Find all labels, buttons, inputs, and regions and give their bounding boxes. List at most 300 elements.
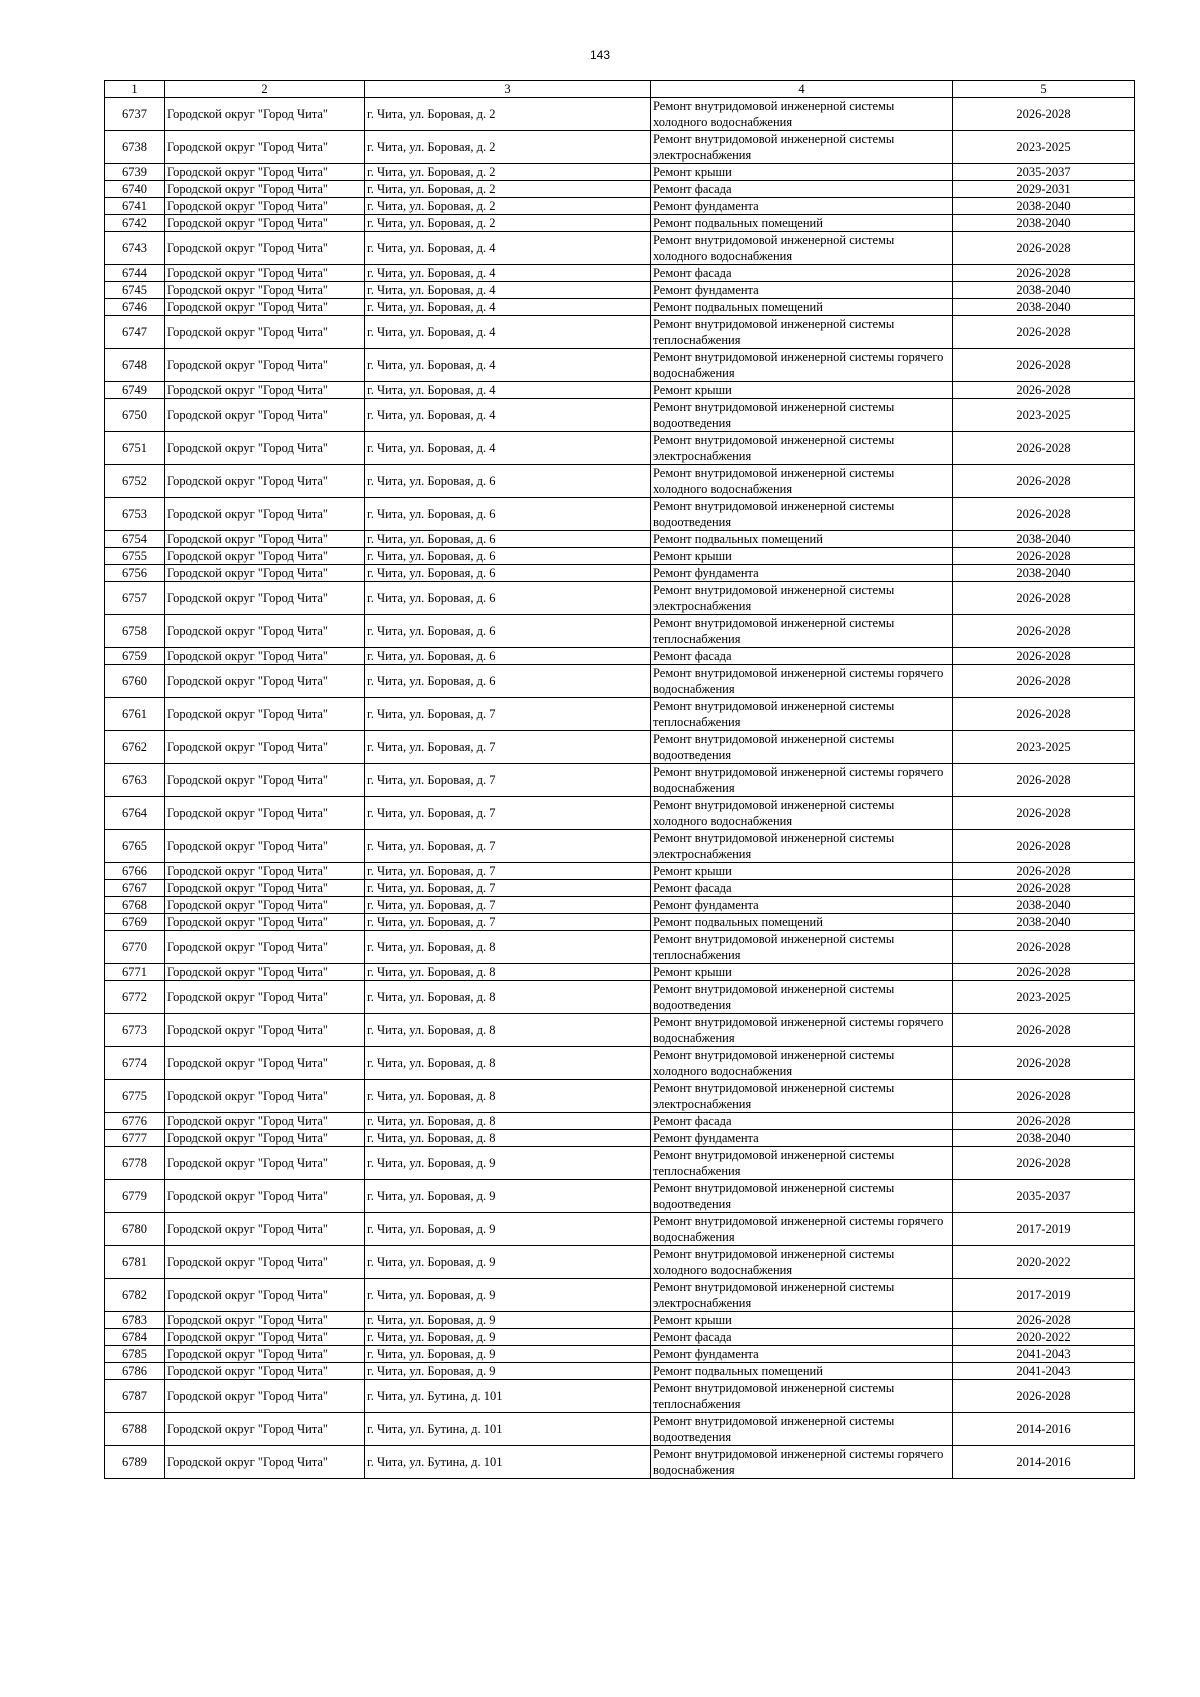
municipality-cell: Городской округ "Город Чита" [165, 399, 365, 432]
address-cell: г. Чита, ул. Боровая, д. 7 [365, 863, 651, 880]
period-cell: 2023-2025 [953, 131, 1135, 164]
period-cell: 2035-2037 [953, 1180, 1135, 1213]
row-number-cell: 6788 [105, 1413, 165, 1446]
table-row [105, 432, 1135, 465]
municipality-cell: Городской округ "Город Чита" [165, 1363, 365, 1380]
period-cell: 2017-2019 [953, 1279, 1135, 1312]
municipality-cell: Городской округ "Город Чита" [165, 731, 365, 764]
table-row [105, 863, 1135, 880]
municipality-cell: Городской округ "Город Чита" [165, 964, 365, 981]
page-number: 143 [589, 48, 611, 62]
table-row [105, 1147, 1135, 1180]
table-row [105, 232, 1135, 265]
work-type-cell: Ремонт подвальных помещений [651, 299, 953, 316]
table-row [105, 282, 1135, 299]
table-row [105, 1130, 1135, 1147]
table-row [105, 665, 1135, 698]
work-type-cell: Ремонт внутридомовой инженерной системы водоотведения [651, 399, 953, 432]
period-cell: 2026-2028 [953, 863, 1135, 880]
municipality-cell: Городской округ "Город Чита" [165, 98, 365, 131]
period-cell: 2038-2040 [953, 914, 1135, 931]
period-cell: 2023-2025 [953, 981, 1135, 1014]
municipality-cell: Городской округ "Город Чита" [165, 382, 365, 399]
period-cell: 2020-2022 [953, 1246, 1135, 1279]
municipality-cell: Городской округ "Город Чита" [165, 615, 365, 648]
address-cell: г. Чита, ул. Боровая, д. 6 [365, 565, 651, 582]
municipality-cell: Городской округ "Город Чита" [165, 232, 365, 265]
work-type-cell: Ремонт внутридомовой инженерной системы горячего водоснабжения [651, 1213, 953, 1246]
table-row [105, 582, 1135, 615]
address-cell: г. Чита, ул. Боровая, д. 8 [365, 964, 651, 981]
work-type-cell: Ремонт подвальных помещений [651, 531, 953, 548]
period-cell: 2026-2028 [953, 615, 1135, 648]
address-cell: г. Чита, ул. Боровая, д. 9 [365, 1180, 651, 1213]
address-cell: г. Чита, ул. Боровая, д. 6 [365, 615, 651, 648]
work-type-cell: Ремонт фасада [651, 1329, 953, 1346]
address-cell: г. Чита, ул. Боровая, д. 7 [365, 764, 651, 797]
work-type-cell: Ремонт внутридомовой инженерной системы электроснабжения [651, 432, 953, 465]
work-type-cell: Ремонт внутридомовой инженерной системы теплоснабжения [651, 698, 953, 731]
row-number-cell: 6764 [105, 797, 165, 830]
row-number-cell: 6743 [105, 232, 165, 265]
row-number-cell: 6785 [105, 1346, 165, 1363]
municipality-cell: Городской округ "Город Чита" [165, 698, 365, 731]
address-cell: г. Чита, ул. Боровая, д. 7 [365, 731, 651, 764]
work-type-cell: Ремонт внутридомовой инженерной системы электроснабжения [651, 1080, 953, 1113]
row-number-cell: 6763 [105, 764, 165, 797]
period-cell: 2026-2028 [953, 1014, 1135, 1047]
municipality-cell: Городской округ "Город Чита" [165, 1329, 365, 1346]
municipality-cell: Городской округ "Город Чита" [165, 316, 365, 349]
row-number-cell: 6745 [105, 282, 165, 299]
address-cell: г. Чита, ул. Боровая, д. 9 [365, 1279, 651, 1312]
municipality-cell: Городской округ "Город Чита" [165, 863, 365, 880]
row-number-cell: 6771 [105, 964, 165, 981]
row-number-cell: 6751 [105, 432, 165, 465]
row-number-cell: 6749 [105, 382, 165, 399]
row-number-cell: 6772 [105, 981, 165, 1014]
work-type-cell: Ремонт внутридомовой инженерной системы горячего водоснабжения [651, 764, 953, 797]
repair-schedule-table [104, 80, 1135, 1479]
table-row [105, 164, 1135, 181]
table-row [105, 98, 1135, 131]
work-type-cell: Ремонт внутридомовой инженерной системы теплоснабжения [651, 1147, 953, 1180]
municipality-cell: Городской округ "Город Чита" [165, 797, 365, 830]
table-row [105, 1380, 1135, 1413]
work-type-cell: Ремонт внутридомовой инженерной системы холодного водоснабжения [651, 797, 953, 830]
row-number-cell: 6765 [105, 830, 165, 863]
table-row [105, 1047, 1135, 1080]
row-number-cell: 6755 [105, 548, 165, 565]
period-cell: 2041-2043 [953, 1346, 1135, 1363]
work-type-cell: Ремонт подвальных помещений [651, 1363, 953, 1380]
column-header-1: 1 [105, 81, 165, 98]
municipality-cell: Городской округ "Город Чита" [165, 897, 365, 914]
municipality-cell: Городской округ "Город Чита" [165, 914, 365, 931]
period-cell: 2026-2028 [953, 265, 1135, 282]
municipality-cell: Городской округ "Город Чита" [165, 432, 365, 465]
work-type-cell: Ремонт внутридомовой инженерной системы горячего водоснабжения [651, 665, 953, 698]
address-cell: г. Чита, ул. Боровая, д. 4 [365, 399, 651, 432]
municipality-cell: Городской округ "Город Чита" [165, 1113, 365, 1130]
work-type-cell: Ремонт внутридомовой инженерной системы холодного водоснабжения [651, 1246, 953, 1279]
period-cell: 2035-2037 [953, 164, 1135, 181]
work-type-cell: Ремонт внутридомовой инженерной системы горячего водоснабжения [651, 1446, 953, 1479]
municipality-cell: Городской округ "Город Чита" [165, 548, 365, 565]
work-type-cell: Ремонт крыши [651, 964, 953, 981]
work-type-cell: Ремонт внутридомовой инженерной системы теплоснабжения [651, 316, 953, 349]
row-number-cell: 6752 [105, 465, 165, 498]
table-row [105, 531, 1135, 548]
row-number-cell: 6777 [105, 1130, 165, 1147]
period-cell: 2026-2028 [953, 830, 1135, 863]
row-number-cell: 6740 [105, 181, 165, 198]
table-row [105, 1080, 1135, 1113]
work-type-cell: Ремонт внутридомовой инженерной системы водоотведения [651, 1413, 953, 1446]
row-number-cell: 6746 [105, 299, 165, 316]
table-row [105, 382, 1135, 399]
address-cell: г. Чита, ул. Боровая, д. 2 [365, 131, 651, 164]
period-cell: 2038-2040 [953, 531, 1135, 548]
row-number-cell: 6760 [105, 665, 165, 698]
address-cell: г. Чита, ул. Боровая, д. 7 [365, 698, 651, 731]
address-cell: г. Чита, ул. Боровая, д. 4 [365, 316, 651, 349]
municipality-cell: Городской округ "Город Чита" [165, 1130, 365, 1147]
row-number-cell: 6787 [105, 1380, 165, 1413]
table-row [105, 897, 1135, 914]
row-number-cell: 6748 [105, 349, 165, 382]
address-cell: г. Чита, ул. Боровая, д. 2 [365, 164, 651, 181]
table-row [105, 797, 1135, 830]
period-cell: 2014-2016 [953, 1446, 1135, 1479]
table-body [105, 98, 1135, 1479]
work-type-cell: Ремонт внутридомовой инженерной системы холодного водоснабжения [651, 465, 953, 498]
address-cell: г. Чита, ул. Боровая, д. 4 [365, 382, 651, 399]
period-cell: 2026-2028 [953, 1380, 1135, 1413]
work-type-cell: Ремонт внутридомовой инженерной системы электроснабжения [651, 830, 953, 863]
table-row [105, 880, 1135, 897]
row-number-cell: 6742 [105, 215, 165, 232]
address-cell: г. Чита, ул. Боровая, д. 4 [365, 349, 651, 382]
work-type-cell: Ремонт фундамента [651, 565, 953, 582]
municipality-cell: Городской округ "Город Чита" [165, 880, 365, 897]
address-cell: г. Чита, ул. Боровая, д. 4 [365, 432, 651, 465]
row-number-cell: 6744 [105, 265, 165, 282]
period-cell: 2026-2028 [953, 665, 1135, 698]
column-header-2: 2 [165, 81, 365, 98]
work-type-cell: Ремонт внутридомовой инженерной системы теплоснабжения [651, 931, 953, 964]
work-type-cell: Ремонт фундамента [651, 282, 953, 299]
row-number-cell: 6769 [105, 914, 165, 931]
address-cell: г. Чита, ул. Боровая, д. 8 [365, 931, 651, 964]
municipality-cell: Городской округ "Город Чита" [165, 1413, 365, 1446]
period-cell: 2017-2019 [953, 1213, 1135, 1246]
address-cell: г. Чита, ул. Боровая, д. 6 [365, 648, 651, 665]
period-cell: 2026-2028 [953, 548, 1135, 565]
period-cell: 2026-2028 [953, 316, 1135, 349]
municipality-cell: Городской округ "Город Чита" [165, 1346, 365, 1363]
address-cell: г. Чита, ул. Боровая, д. 8 [365, 1014, 651, 1047]
address-cell: г. Чита, ул. Боровая, д. 4 [365, 265, 651, 282]
column-header-5: 5 [953, 81, 1135, 98]
municipality-cell: Городской округ "Город Чита" [165, 1047, 365, 1080]
table-row [105, 399, 1135, 432]
work-type-cell: Ремонт фасада [651, 648, 953, 665]
address-cell: г. Чита, ул. Боровая, д. 9 [365, 1329, 651, 1346]
row-number-cell: 6767 [105, 880, 165, 897]
work-type-cell: Ремонт подвальных помещений [651, 215, 953, 232]
municipality-cell: Городской округ "Город Чита" [165, 931, 365, 964]
work-type-cell: Ремонт фундамента [651, 897, 953, 914]
table-row [105, 198, 1135, 215]
row-number-cell: 6789 [105, 1446, 165, 1479]
row-number-cell: 6758 [105, 615, 165, 648]
address-cell: г. Чита, ул. Бутина, д. 101 [365, 1446, 651, 1479]
address-cell: г. Чита, ул. Боровая, д. 6 [365, 665, 651, 698]
table-row [105, 215, 1135, 232]
address-cell: г. Чита, ул. Боровая, д. 9 [365, 1312, 651, 1329]
period-cell: 2026-2028 [953, 349, 1135, 382]
work-type-cell: Ремонт крыши [651, 382, 953, 399]
period-cell: 2026-2028 [953, 880, 1135, 897]
period-cell: 2029-2031 [953, 181, 1135, 198]
row-number-cell: 6770 [105, 931, 165, 964]
work-type-cell: Ремонт внутридомовой инженерной системы теплоснабжения [651, 615, 953, 648]
table-row [105, 1113, 1135, 1130]
municipality-cell: Городской округ "Город Чита" [165, 282, 365, 299]
row-number-cell: 6776 [105, 1113, 165, 1130]
municipality-cell: Городской округ "Город Чита" [165, 198, 365, 215]
row-number-cell: 6783 [105, 1312, 165, 1329]
table-row [105, 648, 1135, 665]
row-number-cell: 6780 [105, 1213, 165, 1246]
period-cell: 2026-2028 [953, 964, 1135, 981]
table-row [105, 764, 1135, 797]
work-type-cell: Ремонт внутридомовой инженерной системы водоотведения [651, 1180, 953, 1213]
period-cell: 2026-2028 [953, 498, 1135, 531]
row-number-cell: 6759 [105, 648, 165, 665]
work-type-cell: Ремонт внутридомовой инженерной системы электроснабжения [651, 582, 953, 615]
municipality-cell: Городской округ "Город Чита" [165, 565, 365, 582]
work-type-cell: Ремонт внутридомовой инженерной системы горячего водоснабжения [651, 349, 953, 382]
row-number-cell: 6738 [105, 131, 165, 164]
address-cell: г. Чита, ул. Боровая, д. 8 [365, 981, 651, 1014]
table-row [105, 1329, 1135, 1346]
work-type-cell: Ремонт фасада [651, 880, 953, 897]
period-cell: 2026-2028 [953, 1312, 1135, 1329]
municipality-cell: Городской округ "Город Чита" [165, 981, 365, 1014]
table-header-row [105, 81, 1135, 98]
period-cell: 2038-2040 [953, 215, 1135, 232]
municipality-cell: Городской округ "Город Чита" [165, 1246, 365, 1279]
table-row [105, 1446, 1135, 1479]
address-cell: г. Чита, ул. Боровая, д. 7 [365, 830, 651, 863]
table-row [105, 1279, 1135, 1312]
table-row [105, 698, 1135, 731]
period-cell: 2026-2028 [953, 465, 1135, 498]
row-number-cell: 6781 [105, 1246, 165, 1279]
period-cell: 2038-2040 [953, 299, 1135, 316]
row-number-cell: 6778 [105, 1147, 165, 1180]
work-type-cell: Ремонт крыши [651, 1312, 953, 1329]
table-row [105, 565, 1135, 582]
work-type-cell: Ремонт крыши [651, 164, 953, 181]
address-cell: г. Чита, ул. Боровая, д. 6 [365, 548, 651, 565]
period-cell: 2026-2028 [953, 1080, 1135, 1113]
period-cell: 2026-2028 [953, 764, 1135, 797]
municipality-cell: Городской округ "Город Чита" [165, 299, 365, 316]
municipality-cell: Городской округ "Город Чита" [165, 582, 365, 615]
row-number-cell: 6741 [105, 198, 165, 215]
table-row [105, 1346, 1135, 1363]
address-cell: г. Чита, ул. Боровая, д. 4 [365, 232, 651, 265]
address-cell: г. Чита, ул. Боровая, д. 6 [365, 498, 651, 531]
work-type-cell: Ремонт фасада [651, 181, 953, 198]
municipality-cell: Городской округ "Город Чита" [165, 531, 365, 548]
period-cell: 2020-2022 [953, 1329, 1135, 1346]
address-cell: г. Чита, ул. Боровая, д. 6 [365, 531, 651, 548]
address-cell: г. Чита, ул. Боровая, д. 9 [365, 1213, 651, 1246]
municipality-cell: Городской округ "Город Чита" [165, 1014, 365, 1047]
address-cell: г. Чита, ул. Боровая, д. 6 [365, 465, 651, 498]
period-cell: 2023-2025 [953, 731, 1135, 764]
table-row [105, 931, 1135, 964]
table-row [105, 548, 1135, 565]
work-type-cell: Ремонт внутридомовой инженерной системы электроснабжения [651, 1279, 953, 1312]
municipality-cell: Городской округ "Город Чита" [165, 1279, 365, 1312]
municipality-cell: Городской округ "Город Чита" [165, 1446, 365, 1479]
address-cell: г. Чита, ул. Бутина, д. 101 [365, 1380, 651, 1413]
address-cell: г. Чита, ул. Боровая, д. 7 [365, 880, 651, 897]
work-type-cell: Ремонт внутридомовой инженерной системы теплоснабжения [651, 1380, 953, 1413]
row-number-cell: 6739 [105, 164, 165, 181]
municipality-cell: Городской округ "Город Чита" [165, 1080, 365, 1113]
table-row [105, 914, 1135, 931]
address-cell: г. Чита, ул. Боровая, д. 8 [365, 1130, 651, 1147]
address-cell: г. Чита, ул. Боровая, д. 4 [365, 299, 651, 316]
work-type-cell: Ремонт внутридомовой инженерной системы водоотведения [651, 731, 953, 764]
table-row [105, 349, 1135, 382]
table-row [105, 1363, 1135, 1380]
row-number-cell: 6761 [105, 698, 165, 731]
municipality-cell: Городской округ "Город Чита" [165, 265, 365, 282]
row-number-cell: 6754 [105, 531, 165, 548]
period-cell: 2038-2040 [953, 282, 1135, 299]
period-cell: 2014-2016 [953, 1413, 1135, 1446]
row-number-cell: 6747 [105, 316, 165, 349]
period-cell: 2026-2028 [953, 582, 1135, 615]
table-row [105, 981, 1135, 1014]
municipality-cell: Городской округ "Город Чита" [165, 764, 365, 797]
period-cell: 2026-2028 [953, 232, 1135, 265]
row-number-cell: 6753 [105, 498, 165, 531]
period-cell: 2041-2043 [953, 1363, 1135, 1380]
period-cell: 2038-2040 [953, 897, 1135, 914]
period-cell: 2026-2028 [953, 1147, 1135, 1180]
row-number-cell: 6762 [105, 731, 165, 764]
table-row [105, 131, 1135, 164]
municipality-cell: Городской округ "Город Чита" [165, 181, 365, 198]
municipality-cell: Городской округ "Город Чита" [165, 215, 365, 232]
address-cell: г. Чита, ул. Боровая, д. 7 [365, 897, 651, 914]
table-row [105, 964, 1135, 981]
row-number-cell: 6773 [105, 1014, 165, 1047]
municipality-cell: Городской округ "Город Чита" [165, 1147, 365, 1180]
address-cell: г. Чита, ул. Боровая, д. 8 [365, 1113, 651, 1130]
work-type-cell: Ремонт внутридомовой инженерной системы электроснабжения [651, 131, 953, 164]
work-type-cell: Ремонт внутридомовой инженерной системы холодного водоснабжения [651, 98, 953, 131]
table-row [105, 1312, 1135, 1329]
table-row [105, 731, 1135, 764]
table-row [105, 830, 1135, 863]
table-row [105, 615, 1135, 648]
period-cell: 2038-2040 [953, 198, 1135, 215]
row-number-cell: 6786 [105, 1363, 165, 1380]
row-number-cell: 6784 [105, 1329, 165, 1346]
row-number-cell: 6768 [105, 897, 165, 914]
table-row [105, 1180, 1135, 1213]
work-type-cell: Ремонт внутридомовой инженерной системы холодного водоснабжения [651, 1047, 953, 1080]
work-type-cell: Ремонт внутридомовой инженерной системы водоотведения [651, 498, 953, 531]
address-cell: г. Чита, ул. Бутина, д. 101 [365, 1413, 651, 1446]
work-type-cell: Ремонт фундамента [651, 1130, 953, 1147]
work-type-cell: Ремонт внутридомовой инженерной системы холодного водоснабжения [651, 232, 953, 265]
column-header-4: 4 [651, 81, 953, 98]
work-type-cell: Ремонт крыши [651, 863, 953, 880]
row-number-cell: 6757 [105, 582, 165, 615]
row-number-cell: 6774 [105, 1047, 165, 1080]
work-type-cell: Ремонт фундамента [651, 198, 953, 215]
work-type-cell: Ремонт фасада [651, 265, 953, 282]
municipality-cell: Городской округ "Город Чита" [165, 1180, 365, 1213]
work-type-cell: Ремонт фасада [651, 1113, 953, 1130]
row-number-cell: 6782 [105, 1279, 165, 1312]
address-cell: г. Чита, ул. Боровая, д. 6 [365, 582, 651, 615]
address-cell: г. Чита, ул. Боровая, д. 9 [365, 1363, 651, 1380]
address-cell: г. Чита, ул. Боровая, д. 2 [365, 198, 651, 215]
table-row [105, 465, 1135, 498]
row-number-cell: 6750 [105, 399, 165, 432]
address-cell: г. Чита, ул. Боровая, д. 2 [365, 181, 651, 198]
period-cell: 2026-2028 [953, 98, 1135, 131]
row-number-cell: 6756 [105, 565, 165, 582]
table-row [105, 1213, 1135, 1246]
table-row [105, 181, 1135, 198]
address-cell: г. Чита, ул. Боровая, д. 9 [365, 1147, 651, 1180]
municipality-cell: Городской округ "Город Чита" [165, 1312, 365, 1329]
municipality-cell: Городской округ "Город Чита" [165, 164, 365, 181]
table-row [105, 1246, 1135, 1279]
period-cell: 2026-2028 [953, 698, 1135, 731]
municipality-cell: Городской округ "Город Чита" [165, 665, 365, 698]
period-cell: 2026-2028 [953, 648, 1135, 665]
period-cell: 2023-2025 [953, 399, 1135, 432]
address-cell: г. Чита, ул. Боровая, д. 2 [365, 215, 651, 232]
row-number-cell: 6766 [105, 863, 165, 880]
period-cell: 2026-2028 [953, 797, 1135, 830]
address-cell: г. Чита, ул. Боровая, д. 8 [365, 1080, 651, 1113]
period-cell: 2026-2028 [953, 432, 1135, 465]
municipality-cell: Городской округ "Город Чита" [165, 498, 365, 531]
table-row [105, 1413, 1135, 1446]
table-row [105, 498, 1135, 531]
row-number-cell: 6775 [105, 1080, 165, 1113]
period-cell: 2038-2040 [953, 565, 1135, 582]
municipality-cell: Городской округ "Город Чита" [165, 830, 365, 863]
municipality-cell: Городской округ "Город Чита" [165, 1213, 365, 1246]
period-cell: 2026-2028 [953, 931, 1135, 964]
row-number-cell: 6737 [105, 98, 165, 131]
